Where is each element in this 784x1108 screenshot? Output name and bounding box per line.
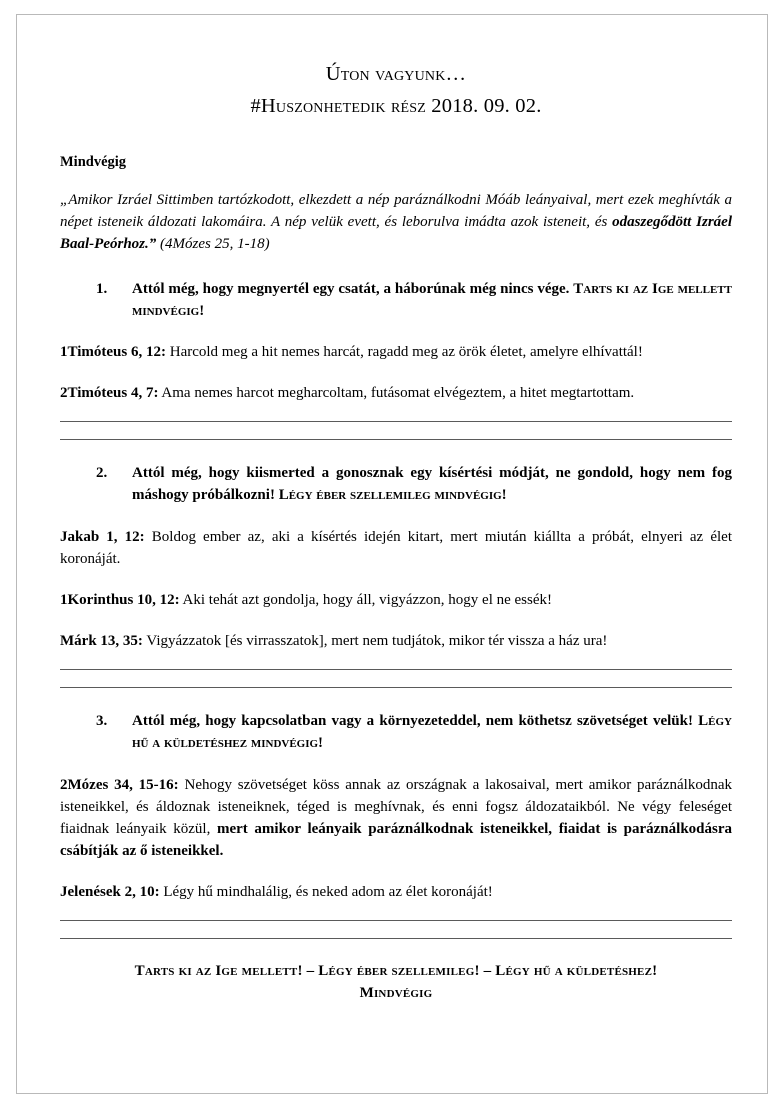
page-subtitle: #Huszonhetedik rész 2018. 09. 02. xyxy=(250,95,542,118)
document-content xyxy=(60,60,732,1004)
note-line xyxy=(60,938,732,939)
closing-statement xyxy=(60,961,732,1005)
opening-quote xyxy=(60,190,732,256)
point-number: 2. xyxy=(96,465,108,482)
verse-text: Aki tehát azt gondolja, hogy áll, vigyázzon, hogy el ne essék! xyxy=(179,592,553,609)
note-line xyxy=(60,669,732,670)
opening-quote-reference: (4Mózes 25, 1-18) xyxy=(160,236,270,252)
verse-reference: 1Timóteus 6, 12: xyxy=(60,344,166,361)
point-emphasis: Tarts ki az Ige mellett mindvégig! xyxy=(132,280,732,319)
list-item xyxy=(60,279,732,323)
note-lines-group xyxy=(60,421,732,440)
verse-reference: Márk 13, 35: xyxy=(60,633,143,650)
verse-reference: 2Timóteus 4, 7: xyxy=(60,385,159,402)
section-label: Mindvégig xyxy=(60,154,127,171)
verse xyxy=(60,526,732,570)
opening-quote-text: „Amikor Izráel Sittimben tartózkodott, elkezdett a nép paráználkodni Móáb leányaival, mert ezek meghívták a népet isteneik áldozati lakomáira. A nép velük evett, és leborulva imádta azok isteneit, és xyxy=(60,192,732,231)
verse xyxy=(60,341,732,363)
point-text: Attól még, hogy kiismerted a gonosznak egy kísértési módját, ne gondold, hogy nem fog máshogy próbálkozni! xyxy=(132,465,732,504)
point-emphasis: Légy hű a küldetéshez mindvégig! xyxy=(132,713,732,751)
points-list xyxy=(60,279,732,323)
verse-text: Boldog ember az, aki a kísértés idején kitart, mert miután kiállta a próbát, elnyeri az élet koronáját. xyxy=(60,528,732,568)
verse-reference: Jakab 1, 12: xyxy=(60,528,145,545)
verse-reference: 1Korinthus 10, 12: xyxy=(60,592,180,609)
point-text: Attól még, hogy megnyertél egy csatát, a háborúnak még nincs vége. xyxy=(132,280,574,297)
closing-line-1: Tarts ki az Ige mellett! – Légy éber szellemileg! – Légy hű a küldetéshez! xyxy=(134,962,658,979)
document-title-block xyxy=(60,60,732,121)
verse xyxy=(60,630,732,652)
note-line xyxy=(60,439,732,440)
note-line xyxy=(60,920,732,921)
verse-emphasis: mert amikor leányaik paráználkodnak isteneikkel, fiaidat is paráználkodásra csábítják az ő isteneikkel. xyxy=(60,820,733,859)
point-number: 1. xyxy=(96,280,108,297)
points-list xyxy=(60,463,732,507)
verse xyxy=(60,589,732,611)
note-lines-group xyxy=(60,669,732,688)
points-list xyxy=(60,711,732,755)
closing-line-2: Mindvégig xyxy=(359,984,433,1001)
verse xyxy=(60,774,732,862)
verse-text: Ama nemes harcot megharcoltam, futásomat elvégeztem, a hitet megtartottam. xyxy=(158,385,635,402)
verse-text: Nehogy szövetséget köss annak az országnak a lakosaival, mert amikor paráználkodnak isteneikkel, és áldoznak isteneiknek, téged is meghívnak, és enni fogsz áldozataikból. Ne végy feleséget fiaidnak leányaik közül, xyxy=(60,776,733,837)
note-line xyxy=(60,687,732,688)
note-line xyxy=(60,421,732,422)
verse-text: Vigyázzatok [és virrasszatok], mert nem tudjátok, mikor tér vissza a ház ura! xyxy=(142,633,608,650)
verse-text: Harcold meg a hit nemes harcát, ragadd meg az örök életet, amelyre elhívattál! xyxy=(165,344,643,361)
point-emphasis: Légy éber szellemileg mindvégig! xyxy=(278,487,507,504)
list-item xyxy=(60,463,732,507)
point-number: 3. xyxy=(96,713,108,730)
list-item xyxy=(60,711,732,755)
verse xyxy=(60,881,732,903)
point-text: Attól még, hogy kapcsolatban vagy a környezeteddel, nem köthetsz szövetséget velük! xyxy=(132,713,699,730)
verse xyxy=(60,382,732,404)
page-title: Úton vagyunk… xyxy=(325,63,467,85)
verse-text: Légy hű mindhalálig, és neked adom az élet koronáját! xyxy=(159,883,493,900)
opening-quote-bold: odaszegődött Izráel Baal-Peórhoz.” xyxy=(60,214,732,252)
verse-reference: 2Mózes 34, 15-16: xyxy=(60,776,179,793)
note-lines-group xyxy=(60,920,732,939)
verse-reference: Jelenések 2, 10: xyxy=(60,883,160,900)
